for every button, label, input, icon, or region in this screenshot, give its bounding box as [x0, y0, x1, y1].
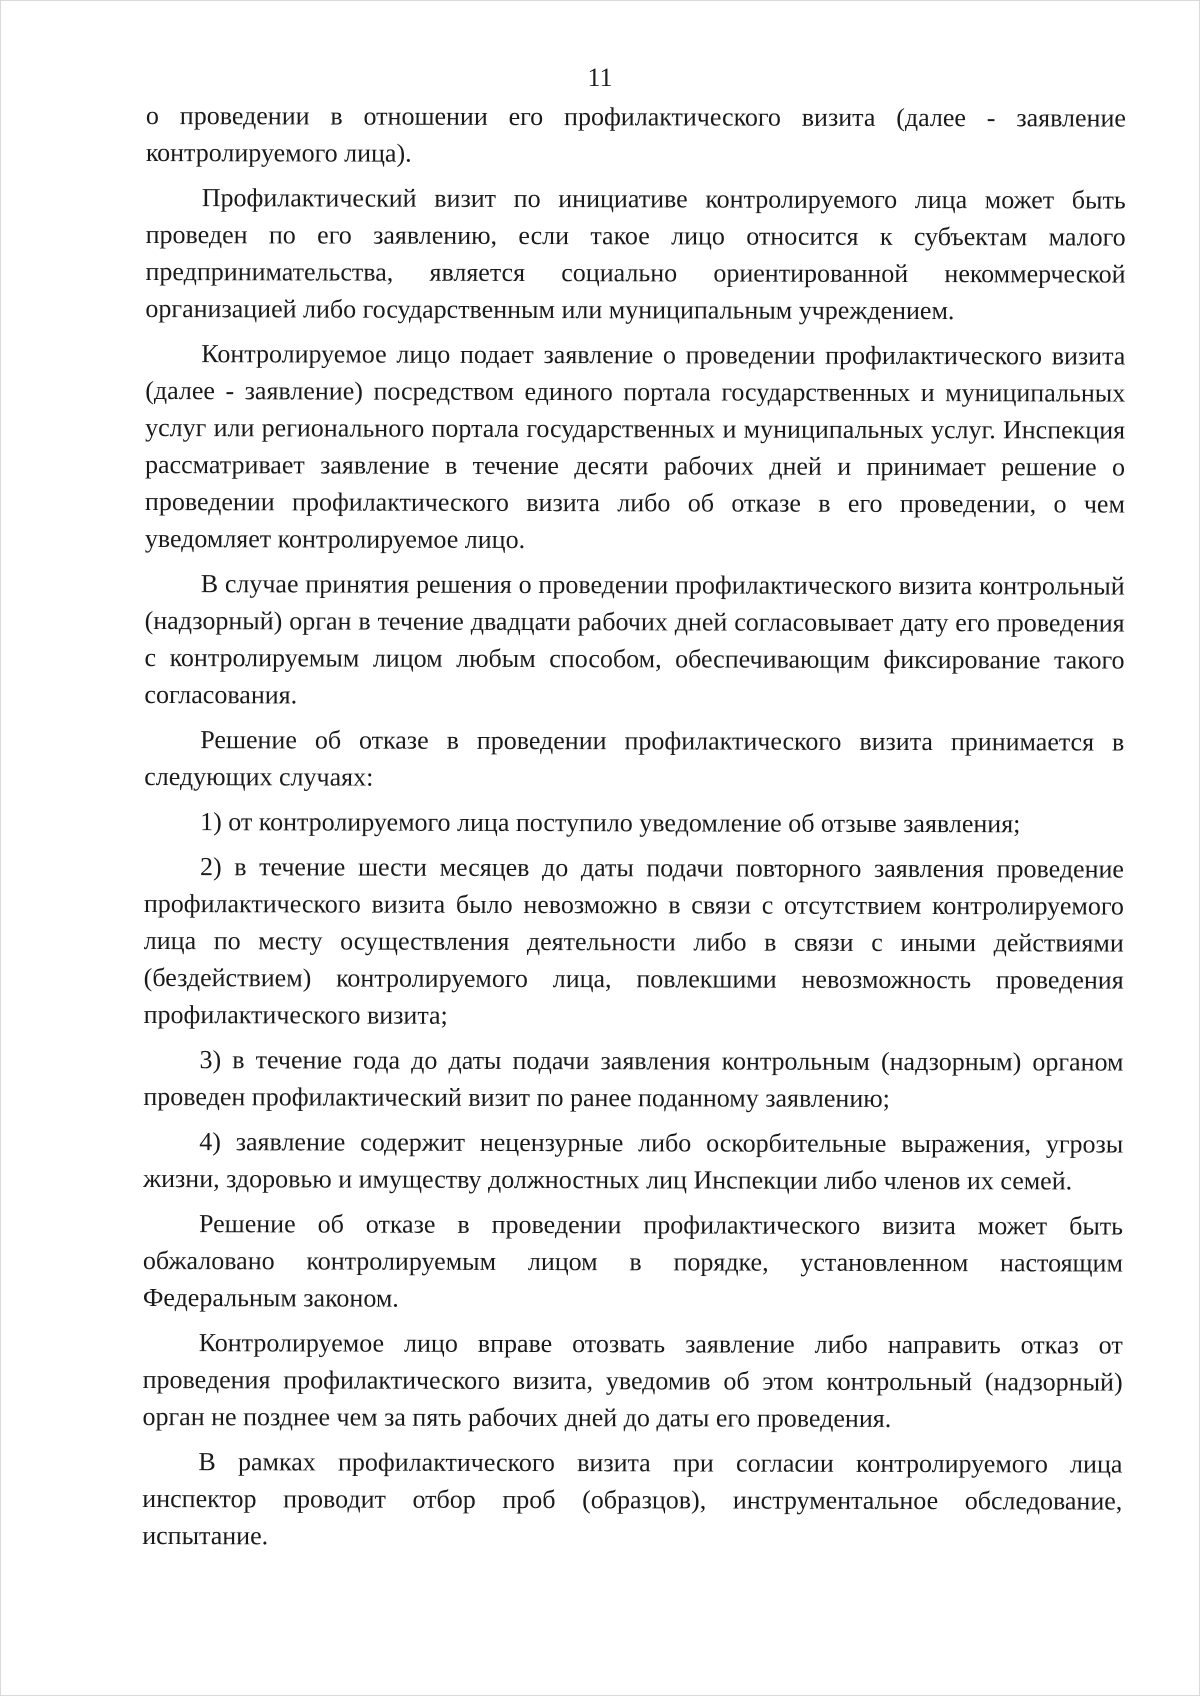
paragraph-continuation: о проведении в отношении его профилактического визита (далее - заявление контролируемого лица).	[145, 100, 1126, 168]
paragraph-refusal-cases: Решение об отказе в проведении профилактического визита принимается в следующих случаях:	[144, 725, 1125, 792]
paragraph-sampling: В рамках профилактического визита при согласии контролируемого лица инспектор проводит отбор проб (образцов), инструментальное обследование, испытание.	[142, 1447, 1123, 1551]
list-item-1: 1) от контролируемого лица поступило уведомление об отзыве заявления;	[200, 807, 1021, 839]
paragraph-visit-initiative: Профилактический визит по инициативе контролируемого лица может быть проведен по его заявлению, если такое лицо относится к субъектам малого предпринимательства, является социально ориентированной некоммерческой организацией либо государственным или муниципальным учреждением.	[145, 183, 1126, 326]
paragraph-appeal: Решение об отказе в проведении профилактического визита может быть обжаловано контролируемым лицом в порядке, установленном настоящим Федеральным законом.	[142, 1209, 1124, 1313]
list-item-3: 3) в течение года до даты подачи заявления контрольным (надзорным) органом проведен профилактический визит по ранее поданному заявлению;	[143, 1045, 1124, 1113]
paragraph-date-agreement: В случае принятия решения о проведении профилактического визита контрольный (надзорный) орган в течение двадцати рабочих дней согласовывает дату его проведения с контролируемым лицом любым способом, обеспечивающим фиксирование такого согласования.	[144, 569, 1125, 710]
page-number: 11	[587, 63, 613, 92]
list-item-4: 4) заявление содержит нецензурные либо оскорбительные выражения, угрозы жизни, здоровью и имуществу должностных лиц Инспекции либо членов их семей.	[143, 1127, 1124, 1196]
paragraph-withdrawal: Контролируемое лицо вправе отозвать заявление либо направить отказ от проведения профилактического визита, уведомив об этом контрольный (надзорный) орган не позднее чем за пять рабочих дней до даты его проведения.	[142, 1328, 1123, 1433]
paragraph-application-submission: Контролируемое лицо подает заявление о проведении профилактического визита (далее - заявление) посредством единого портала государственных и муниципальных услуг или регионального портала государственных и муниципальных услуг. Инспекция рассматривает заявление в течение десяти рабочих дней и принимает решение о проведении профилактического визита либо об отказе в его проведении, о чем уведомляет контролируемое лицо.	[144, 339, 1126, 554]
document-body	[142, 97, 1126, 1565]
list-item-2: 2) в течение шести месяцев до даты подачи повторного заявления проведение профилактического визита было невозможно в связи с отсутствием контролируемого лица по месту осуществления деятельности либо в связи с иными действиями (бездействием) контролируемого лица, повлекшими невозможность проведения профилактического визита;	[143, 852, 1125, 1030]
